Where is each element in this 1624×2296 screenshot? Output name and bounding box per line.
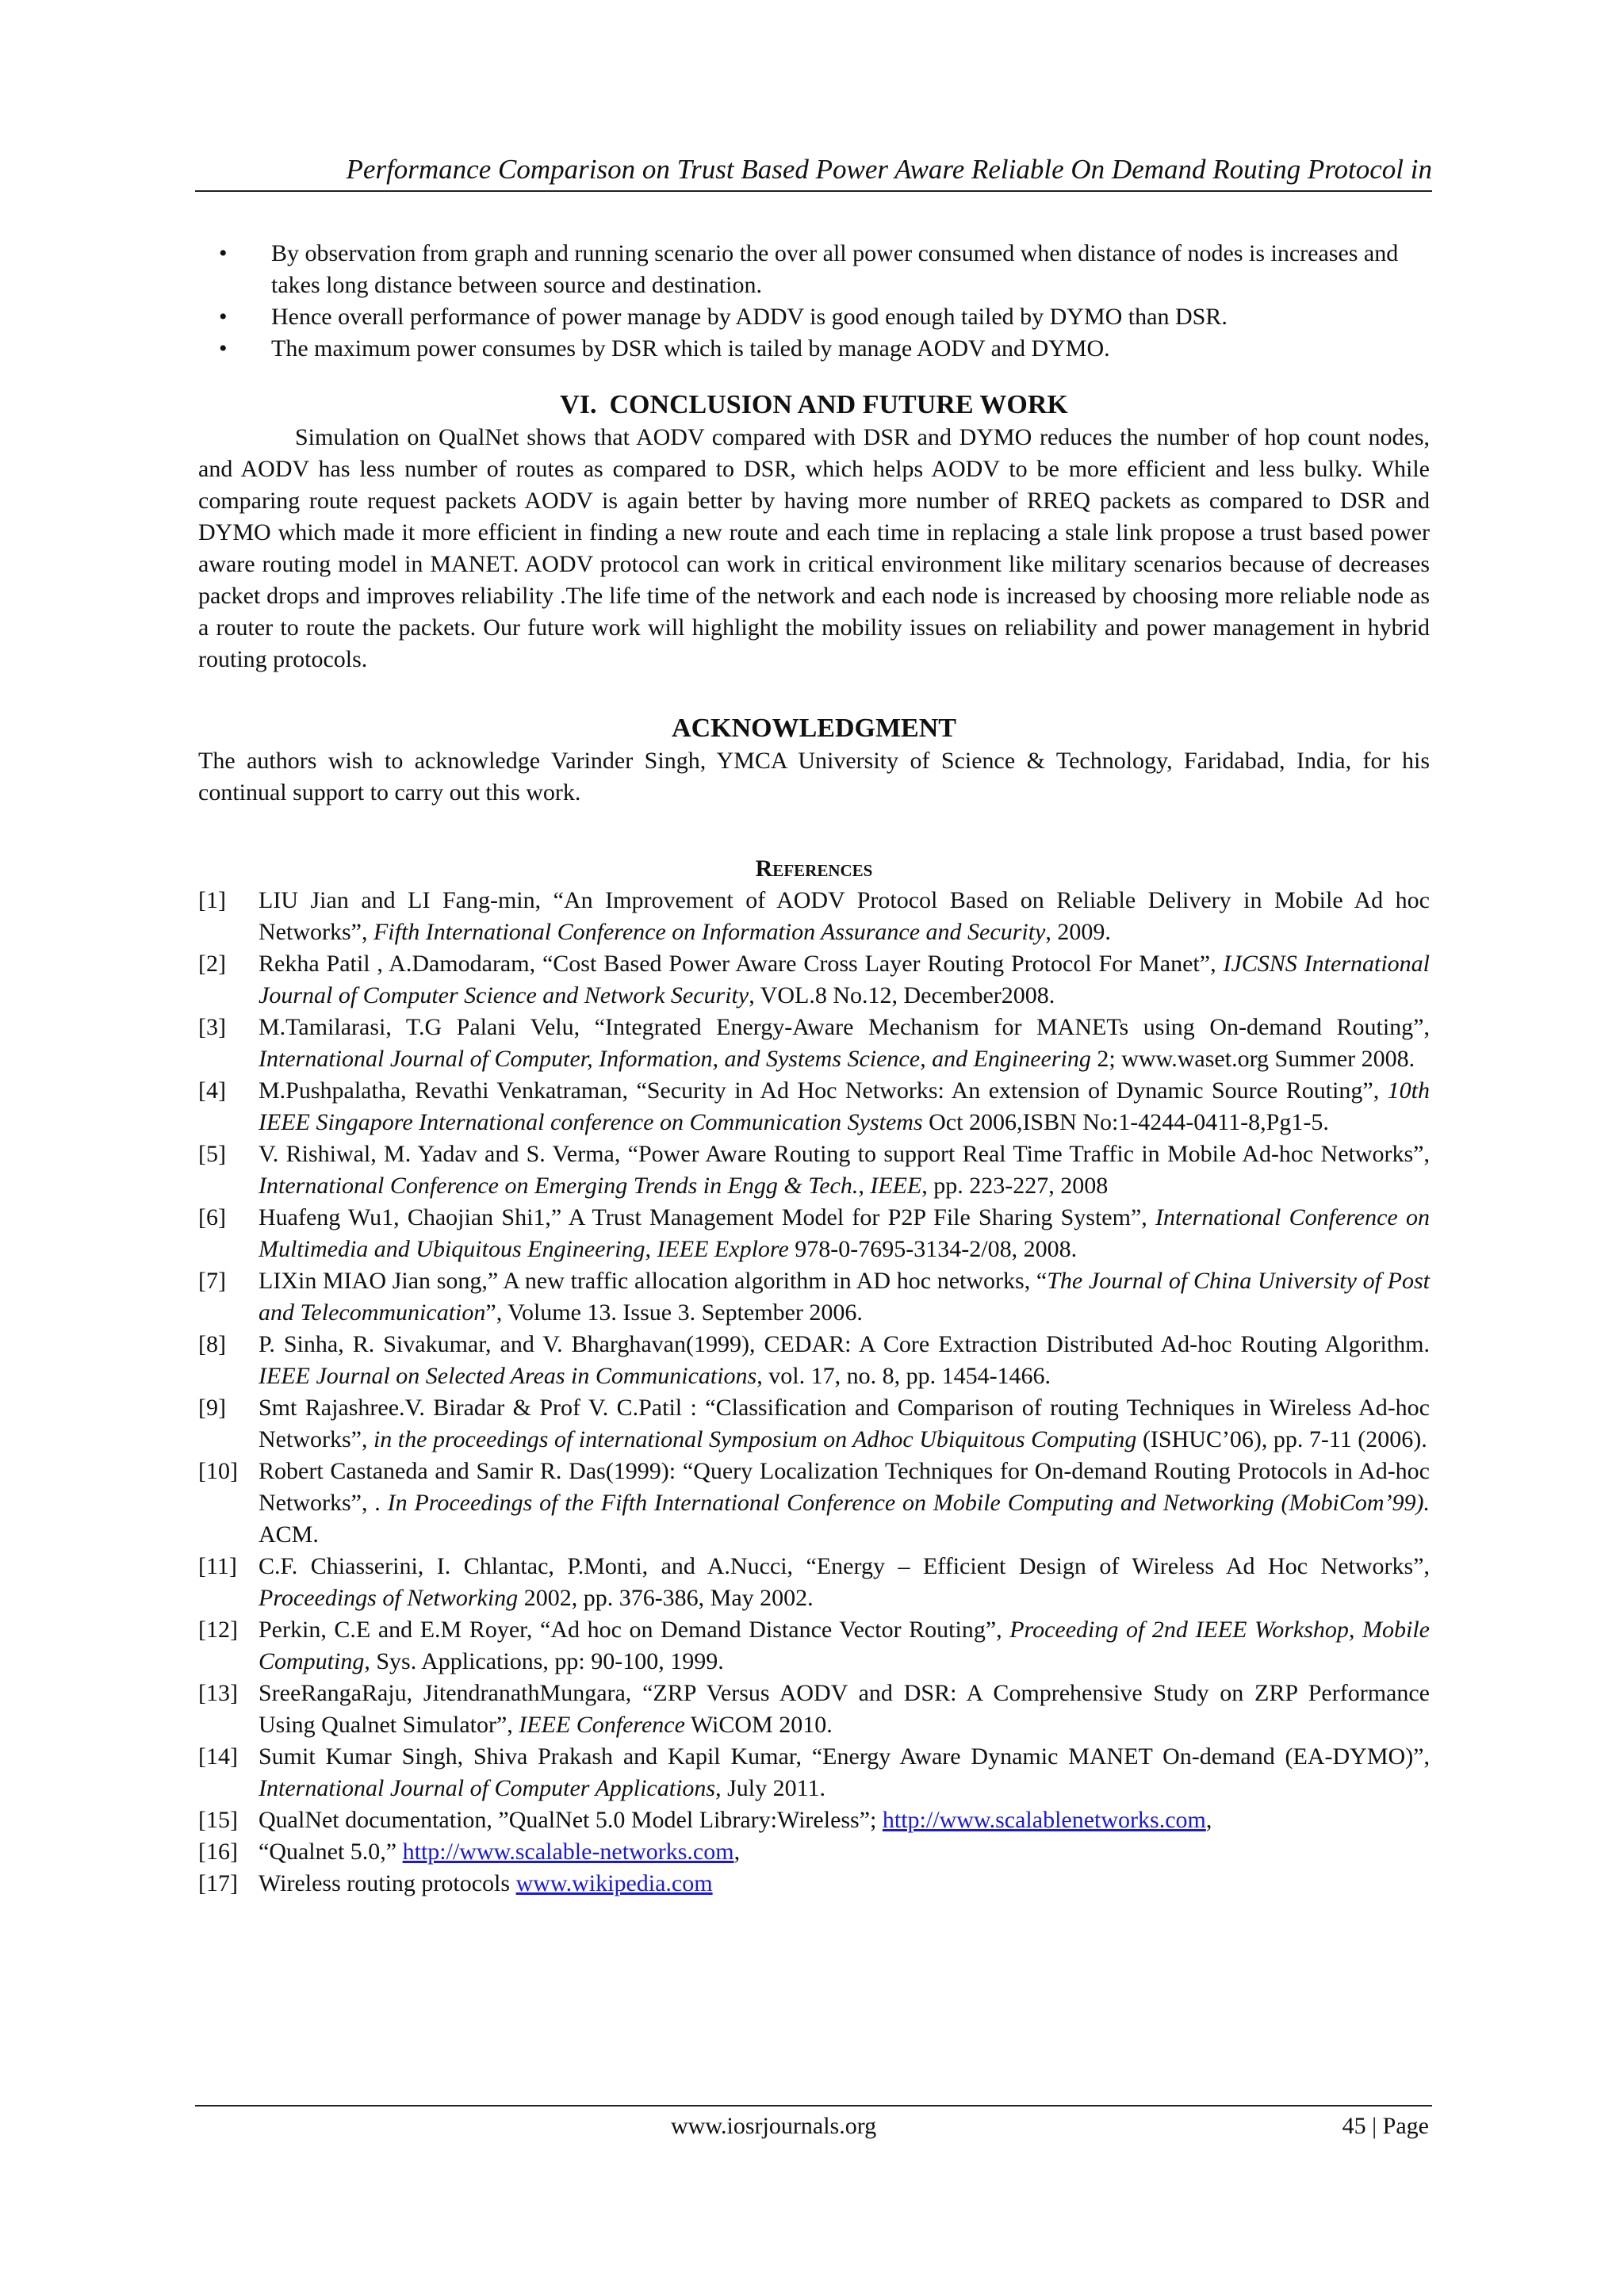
reference-link[interactable]: http://www.scalable-networks.com (402, 1839, 734, 1865)
reference-item (198, 1456, 1430, 1551)
footer-journal-url: www.iosrjournals.org (671, 2113, 877, 2139)
reference-item (198, 1265, 1430, 1329)
reference-item (198, 1804, 1430, 1836)
reference-link[interactable]: http://www.scalablenetworks.com (882, 1807, 1206, 1833)
reference-text: Rekha Patil , A.Damodaram, “Cost Based Power Aware Cross Layer Routing Protocol For Manet”, (259, 951, 1224, 977)
reference-text: V. Rishiwal, M. Yadav and S. Verma, “Power Aware Routing to support Real Time Traffic in Mobile Ad-hoc Networks”, (259, 1141, 1430, 1167)
bullet-icon: • (219, 335, 228, 362)
reference-text: P. Sinha, R. Sivakumar, and V. Bharghavan(1999), CEDAR: A Core Extraction Distributed Ad-hoc Routing Algorithm. (259, 1331, 1430, 1357)
conclusion-heading (198, 388, 1430, 422)
reference-number: [6] (198, 1204, 226, 1230)
running-title: Performance Comparison on Trust Based Power Aware Reliable On Demand Routing Protocol in (346, 154, 1432, 185)
reference-details: ”, Volume 13. Issue 3. September 2006. (485, 1299, 863, 1326)
reference-item (198, 1329, 1430, 1392)
section-number: VI. (560, 390, 597, 419)
reference-venue: Proceedings of Networking (259, 1585, 519, 1611)
reference-details: , (1205, 1807, 1212, 1833)
reference-number: [4] (198, 1077, 226, 1104)
section-title: CONCLUSION AND FUTURE WORK (609, 390, 1068, 419)
reference-number: [8] (198, 1331, 226, 1357)
acknowledgment-paragraph: The authors wish to acknowledge Varinder Singh, YMCA University of Science & Technology, Faridabad, India, for his continual support to carry out this work. (198, 748, 1430, 806)
reference-venue: International Journal of Computer Applications (259, 1775, 716, 1801)
bullet-item: • Hence overall performance of power manage by ADDV is good enough tailed by DYMO than DSR. (198, 301, 1430, 333)
reference-item (198, 1868, 1430, 1900)
reference-item (198, 1678, 1430, 1741)
reference-text: LIU Jian and LI Fang-min, “An Improvement of AODV Protocol Based on Reliable Delivery in Mobile Ad hoc Networks”, (259, 887, 1430, 945)
reference-details: 978-0-7695-3134-2/08, 2008. (788, 1236, 1078, 1262)
reference-details: 2002, pp. 376-386, May 2002. (518, 1585, 814, 1611)
reference-text: M.Pushpalatha, Revathi Venkatraman, “Security in Ad Hoc Networks: An extension of Dynamic Source Routing”, (259, 1077, 1388, 1104)
reference-text: C.F. Chiasserini, I. Chlantac, P.Monti, and A.Nucci, “Energy – Efficient Design of Wireless Ad Hoc Networks”, (259, 1553, 1430, 1579)
reference-venue: in the proceedings of international Symposium on Adhoc Ubiquitous Computing (373, 1426, 1137, 1452)
reference-item (198, 1551, 1430, 1614)
footer-page-number: 45 | Page (1342, 2113, 1429, 2139)
reference-number: [17] (198, 1870, 238, 1896)
reference-details: , 2009. (1045, 919, 1111, 945)
acknowledgment-heading: ACKNOWLEDGMENT (672, 714, 956, 743)
reference-venue: International Conference on Multimedia and Ubiquitous Engineering, IEEE Explore (259, 1204, 1430, 1262)
reference-text: Wireless routing protocols (259, 1870, 516, 1896)
reference-details: , (733, 1839, 741, 1865)
footer-rule (195, 2105, 1432, 2107)
bullet-icon: • (219, 240, 228, 266)
reference-item (198, 1012, 1430, 1075)
reference-venue: 10th IEEE Singapore International conference on Communication Systems (259, 1077, 1430, 1135)
reference-text: Smt Rajashree.V. Biradar & Prof V. C.Patil : “Classification and Comparison of routing Techniques in Wireless Ad-hoc Networks”, (259, 1395, 1430, 1452)
reference-number: [10] (198, 1458, 238, 1484)
reference-venue: International Journal of Computer, Information, and Systems Science, and Engineering (259, 1046, 1091, 1072)
reference-item (198, 885, 1430, 948)
reference-venue: Proceeding of 2nd IEEE Workshop, Mobile Computing (259, 1617, 1430, 1674)
reference-venue: Fifth International Conference on Information Assurance and Security (373, 919, 1046, 945)
reference-number: [14] (198, 1743, 238, 1770)
reference-item (198, 948, 1430, 1012)
reference-text: Huafeng Wu1, Chaojian Shi1,” A Trust Management Model for P2P File Sharing System”, (259, 1204, 1156, 1230)
reference-text: M.Tamilarasi, T.G Palani Velu, “Integrated Energy-Aware Mechanism for MANETs using On-demand Routing”, (259, 1014, 1430, 1040)
reference-number: [2] (198, 951, 226, 977)
reference-details: ACM. (259, 1521, 319, 1548)
reference-item (198, 1741, 1430, 1804)
reference-details: , pp. 223-227, 2008 (921, 1173, 1109, 1199)
reference-item (198, 1202, 1430, 1265)
reference-text: Sumit Kumar Singh, Shiva Prakash and Kapil Kumar, “Energy Aware Dynamic MANET On-demand (EA-DYMO)”, (259, 1743, 1430, 1770)
reference-venue: IEEE Journal on Selected Areas in Communications (259, 1363, 757, 1389)
reference-number: [1] (198, 887, 226, 913)
results-bullet-list (198, 238, 1430, 365)
conclusion-paragraph: Simulation on QualNet shows that AODV compared with DSR and DYMO reduces the number of hop count nodes, and AODV has less number of routes as compared to DSR, which helps AODV to be more efficient and less bulky. While comparing route request packets AODV is again better by having more number of RREQ packets as compared to DSR and DYMO which made it more efficient in finding a new route and each time in replacing a stale link propose a trust based power aware routing model in MANET. AODV protocol can work in critical environment like military scenarios because of decreases packet drops and improves reliability .The life time of the network and each node is increased by choosing more reliable node as a router to route the packets. Our future work will highlight the mobility issues on reliability and power management in hybrid routing protocols. (198, 424, 1430, 672)
header-rule (195, 190, 1432, 192)
reference-details: WiCOM 2010. (684, 1712, 833, 1738)
reference-text: LIXin MIAO Jian song,” A new traffic allocation algorithm in AD hoc networks, “ (259, 1268, 1048, 1294)
reference-number: [12] (198, 1617, 238, 1643)
reference-number: [13] (198, 1680, 238, 1706)
reference-text: Robert Castaneda and Samir R. Das(1999): “Query Localization Techniques for On-demand Routing Protocols in Ad-hoc Networks”, . (259, 1458, 1430, 1516)
reference-details: (ISHUC’06), pp. 7-11 (2006). (1136, 1426, 1427, 1452)
reference-details: , July 2011. (715, 1775, 825, 1801)
reference-item (198, 1614, 1430, 1678)
reference-number: [15] (198, 1807, 238, 1833)
main-content (198, 238, 1430, 1900)
reference-text: QualNet documentation, ”QualNet 5.0 Model Library:Wireless”; (259, 1807, 883, 1833)
reference-number: [16] (198, 1839, 238, 1865)
references-heading: References (755, 855, 873, 882)
reference-number: [5] (198, 1141, 226, 1167)
reference-text: Perkin, C.E and E.M Royer, “Ad hoc on Demand Distance Vector Routing”, (259, 1617, 1010, 1643)
reference-number: [11] (198, 1553, 237, 1579)
reference-item (198, 1138, 1430, 1202)
reference-link[interactable]: www.wikipedia.com (515, 1870, 713, 1896)
reference-item (198, 1836, 1430, 1868)
reference-number: [3] (198, 1014, 226, 1040)
reference-text: “Qualnet 5.0,” (259, 1839, 403, 1865)
bullet-icon: • (219, 304, 228, 330)
reference-item (198, 1392, 1430, 1456)
reference-details: Oct 2006,ISBN No:1-4244-0411-8,Pg1-5. (922, 1109, 1329, 1135)
reference-number: [7] (198, 1268, 226, 1294)
reference-venue: In Proceedings of the Fifth International Conference on Mobile Computing and Networking (MobiCom’99). (387, 1490, 1430, 1516)
reference-details: , vol. 17, no. 8, pp. 1454-1466. (756, 1363, 1051, 1389)
reference-details: , VOL.8 No.12, December2008. (749, 982, 1055, 1008)
reference-details: , Sys. Applications, pp: 90-100, 1999. (364, 1648, 724, 1674)
reference-list (198, 885, 1430, 1900)
bullet-item: • By observation from graph and running scenario the over all power consumed when distance of nodes is increases and takes long distance between source and destination. (198, 238, 1430, 301)
reference-venue: The Journal of China University of Post and Telecommunication (259, 1268, 1430, 1326)
reference-venue: International Conference on Emerging Trends in Engg & Tech., IEEE (259, 1173, 922, 1199)
reference-venue: IEEE Conference (519, 1712, 685, 1738)
reference-details: 2; www.waset.org Summer 2008. (1090, 1046, 1415, 1072)
reference-item (198, 1075, 1430, 1138)
reference-number: [9] (198, 1395, 226, 1421)
reference-venue: IJCSNS International Journal of Computer Science and Network Security (259, 951, 1430, 1008)
bullet-item: • The maximum power consumes by DSR which is tailed by manage AODV and DYMO. (198, 333, 1430, 365)
reference-text: SreeRangaRaju, JitendranathMungara, “ZRP Versus AODV and DSR: A Comprehensive Study on ZRP Performance Using Qualnet Simulator”, (259, 1680, 1430, 1738)
